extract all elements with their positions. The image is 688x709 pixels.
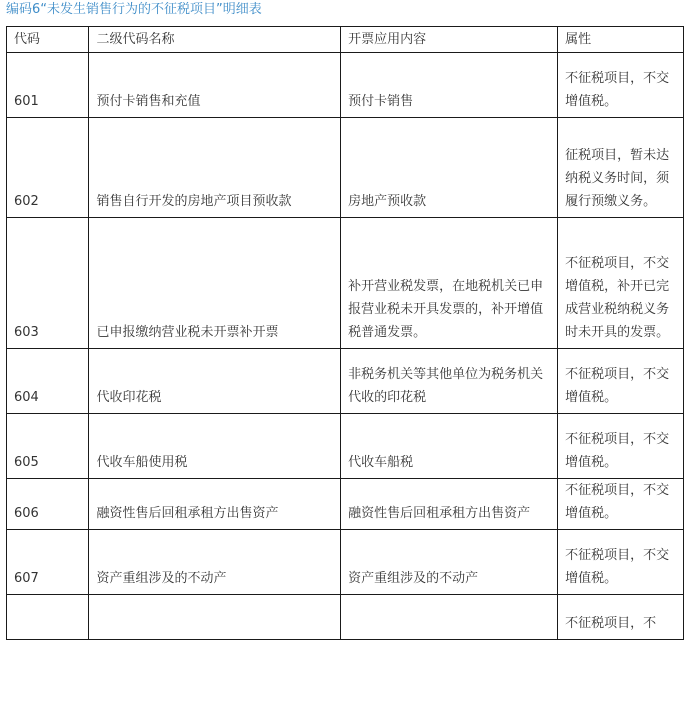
cell-content: 非税务机关等其他单位为税务机关代收的印花税 [341,349,558,414]
cell-code: 606 [7,479,89,530]
cell-content: 资产重组涉及的不动产 [341,530,558,595]
cell-code: 604 [7,349,89,414]
cell-name: 融资性售后回租承租方出售资产 [89,479,341,530]
cell-name: 已申报缴纳营业税未开票补开票 [89,218,341,349]
cell-name: 资产重组涉及的不动产 [89,530,341,595]
header-code: 代码 [7,27,89,53]
header-content: 开票应用内容 [341,27,558,53]
cell-content [341,595,558,640]
cell-content: 房地产预收款 [341,118,558,218]
cell-name: 代收印花税 [89,349,341,414]
table-row [7,349,684,414]
cell-content: 补开营业税发票，在地税机关已申报营业税未开具发票的，补开增值税普通发票。 [341,218,558,349]
cell-content: 代收车船税 [341,414,558,479]
cell-attr: 不征税项目，不交增值税。 [558,479,684,530]
cell-code: 601 [7,53,89,118]
table-caption: 编码6“未发生销售行为的不征税项目”明细表 [6,2,262,17]
detail-table [6,26,684,640]
header-name: 二级代码名称 [89,27,341,53]
header-attr: 属性 [558,27,684,53]
cell-attr: 不征税项目，不 [558,595,684,640]
table-row [7,118,684,218]
cell-code: 605 [7,414,89,479]
cell-name: 代收车船使用税 [89,414,341,479]
cell-attr: 不征税项目，不交增值税，补开已完成营业税纳税义务时未开具的发票。 [558,218,684,349]
cell-attr: 不征税项目，不交增值税。 [558,414,684,479]
table-row [7,595,684,640]
header-row [7,27,684,53]
cell-code: 602 [7,118,89,218]
cell-name: 预付卡销售和充值 [89,53,341,118]
cell-content: 融资性售后回租承租方出售资产 [341,479,558,530]
cell-name [89,595,341,640]
cell-attr: 不征税项目，不交增值税。 [558,349,684,414]
cell-attr: 不征税项目，不交增值税。 [558,53,684,118]
cell-attr: 征税项目，暂未达纳税义务时间，须履行预缴义务。 [558,118,684,218]
cell-code [7,595,89,640]
cell-content: 预付卡销售 [341,53,558,118]
cell-name: 销售自行开发的房地产项目预收款 [89,118,341,218]
table-row [7,479,684,530]
cell-attr: 不征税项目，不交增值税。 [558,530,684,595]
cell-code: 603 [7,218,89,349]
table-row [7,414,684,479]
cell-code: 607 [7,530,89,595]
table-row [7,53,684,118]
table-row [7,530,684,595]
table-row [7,218,684,349]
